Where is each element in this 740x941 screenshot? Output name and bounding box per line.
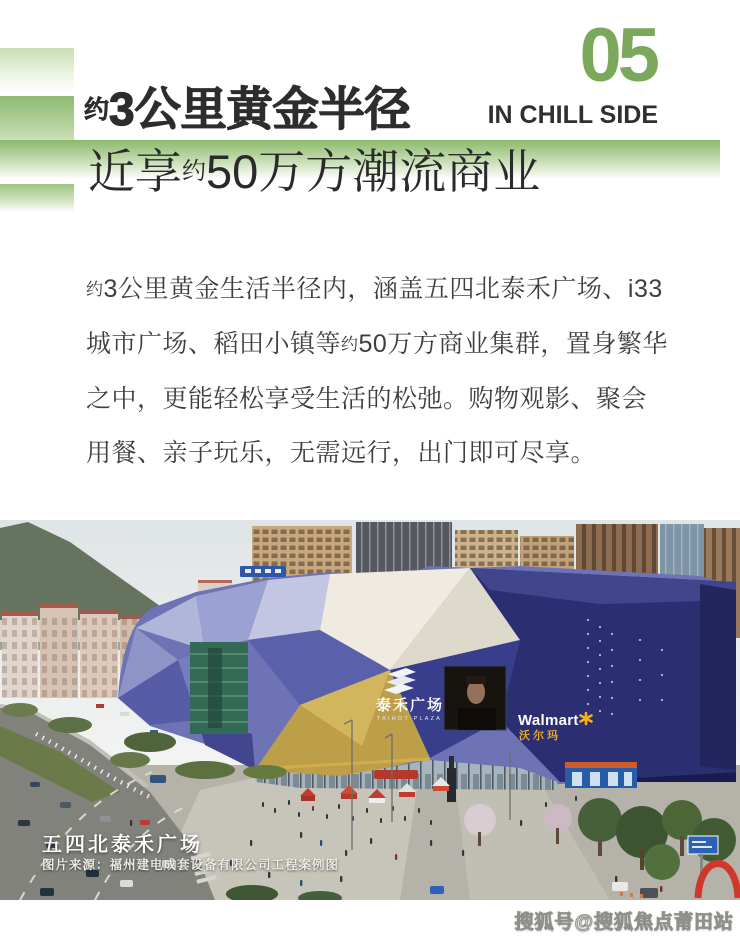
mall-photo: [0, 520, 740, 900]
sohu-watermark: 搜狐号@搜狐焦点莆田站: [514, 912, 734, 933]
green-bar-1: [0, 48, 74, 92]
mall-sign-en: TAIHOT PLAZA: [377, 716, 443, 722]
page-number: 05: [579, 13, 656, 98]
body-line-4: 用餐、亲子玩乐，无需远行，出门即可尽享。: [86, 439, 597, 467]
body-line-2-pre: 城市广场、稻田小镇等: [86, 330, 342, 358]
led-screen: [444, 666, 506, 730]
headline-secondary-text: 50万方潮流商业: [206, 145, 541, 198]
approx-mark: 约: [341, 335, 359, 354]
green-bar-4: [0, 184, 74, 212]
walmart-cn: 沃尔玛: [519, 730, 561, 742]
headline-secondary-prefix: 近享: [88, 145, 182, 198]
body-line-1-text: 3公里黄金生活半径内，涵盖五四北泰禾广场、i33: [103, 275, 663, 303]
green-bar-2: [0, 96, 74, 140]
section-tagline: IN CHILL SIDE: [487, 101, 658, 129]
walmart-wordmark: Walmart: [518, 712, 579, 729]
entrance-canopy: [374, 770, 418, 779]
mall-sign-cn: 泰禾广场: [376, 697, 445, 714]
headline-primary-approx: 约: [84, 96, 110, 124]
body-line-2: [86, 317, 686, 372]
headline-primary-text: 3公里黄金半径: [109, 83, 411, 135]
headline-primary: [84, 83, 411, 135]
rooftop-sign: [240, 566, 286, 577]
body-paragraph: [86, 262, 686, 480]
body-line-3: 之中，更能轻松享受生活的松弛。购物观影、聚会: [86, 385, 648, 413]
glass-curtain-wall: [190, 642, 248, 734]
photo-caption-title: 五四北泰禾广场: [42, 834, 203, 856]
body-line-1: [86, 262, 686, 317]
headline-secondary: [88, 147, 540, 196]
body-line-2-text: 50万方商业集群，置身繁华: [358, 330, 668, 358]
photo-caption-source: 图片来源：福州建电成套设备有限公司工程案例图: [42, 858, 340, 872]
headline-secondary-approx: 约: [182, 158, 206, 185]
walmart-entrance: [565, 762, 637, 788]
approx-mark: 约: [86, 280, 104, 299]
